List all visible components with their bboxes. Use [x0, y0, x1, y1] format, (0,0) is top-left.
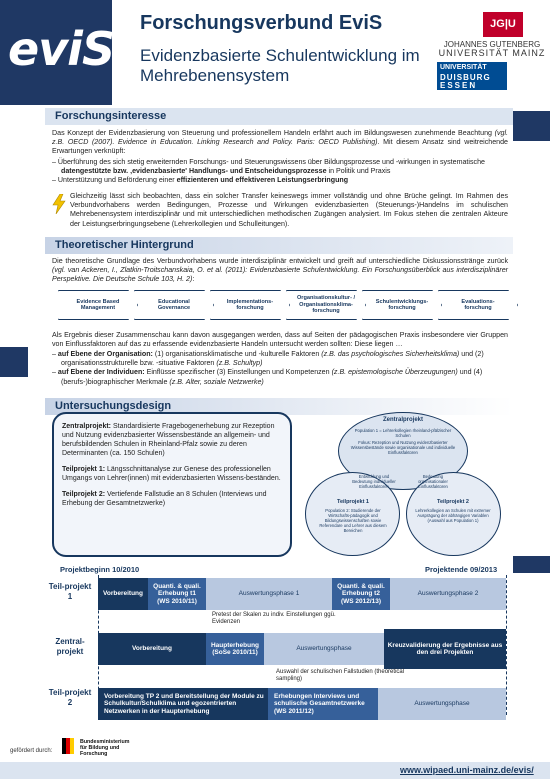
list-item: – Überführung des sich stetig erweiternden Forschungs- und Steuerungswissens über Bildungsprozesse und -wirkungen in systematische datengestützte bzw. ‚evidenzbasierte' Handlungs- und Entscheidungsprozesse in Politik und Praxis [52, 158, 485, 176]
org-cite2: (z.B. Schultyp) [216, 359, 263, 368]
list-item: – Unterstützung und Beförderung einer effizienteren und effektiveren Leistungserbringung [52, 176, 349, 185]
chevron-evidence-based-management: Evidence Based Management [76, 298, 120, 311]
jgu-name-line2: UNIVERSITÄT MAINZ [438, 48, 546, 58]
venn-tp2-text: Lehrerkollegien an Schulen mit extremer Ausprägung der abhängigen Variablen (Auswahl aus Population 1) [415, 508, 491, 523]
bullet1-b: datengestützte bzw. ‚evidenzbasierte' Handlungs- und Entscheidungsprozesse [61, 167, 327, 176]
chevron-educational-governance: Educational Governance [157, 298, 191, 311]
timeline-end-line [506, 575, 507, 715]
interesse-lightning-text: Gleichzeitig lässt sich beobachten, dass ein solcher Transfer keineswegs immer vollständig und ohne Brüche gelingt. Im Rahmen des Verbundvorhabens werden Bedingungen, Prozesse und Wirkungen evidenzbasierten (Steuerungs-)Handelns im schulischen Mehrebenensystem interdisziplinär und mit unterschiedlichen methodischen Zugängen analysiert. Im Fokus stehen die zentralen Akteure der Leistungserbringungsebene (Lehrerkollegien und Schulleitungen). [70, 192, 508, 228]
ind-b: und (4) (berufs-)biographischer Merkmale [61, 368, 483, 386]
zp-text: Standardisierte Fragebogenerhebung zur Rezeption und Nutzung evidenzbasierter Wissensbestände an allgemein- und berufsbildenden Schulen in Rheinland-Pfalz sowie zu deren Determinanten (ca. 150 Schulen) [62, 423, 275, 457]
venn-zentral-line2: Fokus: Rezeption und Nutzung evidenzbasierter Wissensbestände sowie organisationale und individuelle Einflussfaktoren [350, 440, 456, 455]
zp-kreuzvalidierung: Kreuzvalidierung der Ergebnisse aus den drei Projekten [384, 629, 506, 669]
design-teilprojekt1 [62, 465, 282, 483]
bullet1-c: in Politik und Praxis [326, 167, 391, 176]
hintergrund-text-b: : [192, 275, 195, 284]
page-title: Forschungsverbund EviS [140, 12, 383, 34]
design-description-box [52, 412, 292, 557]
list-item: – auf Ebene der Individuen: Einflüsse spezifischer (3) Einstellungen und Kompetenzen (z.B. epistemologische Überzeugungen) und (4) (berufs-)biographischer Merkmale (z.B. Alter, soziale Netzwerke) [52, 368, 483, 386]
note-auswahl: Auswahl der schulischen Fallstudien (theoretical sampling) [276, 669, 405, 682]
tp1-auswertung1: Auswertungsphase 1 [206, 578, 332, 610]
timeline-end: Projektende 09/2013 [425, 565, 498, 574]
logo-block [0, 0, 115, 105]
zp-haupterhebung: Haupterhebung (SoSe 2010/11) [206, 633, 264, 665]
list-item: – auf Ebene der Organisation: (1) organisationsklimatische und -kulturelle Faktoren (z.B. das psychologisches Sicherheitsklima) und (2) organisationsstrukturelle bzw. -situative Faktoren (z.B. Schultyp) [52, 350, 484, 368]
zp-label: Zentralprojekt: [62, 423, 112, 430]
note-pretest: Pretest der Skalen zu indiv. Einstellungen ggü. Evidenzen [212, 612, 336, 625]
einflussfaktoren-list [52, 350, 508, 387]
tp1-erhebung-t1: Quanti. & quali. Erhebung t1 (WS 2010/11) [148, 578, 206, 610]
funded-by-label: gefördert durch: [10, 748, 53, 754]
design-teilprojekt2 [62, 490, 282, 508]
tp1-auswertung2: Auswertungsphase 2 [390, 578, 506, 610]
tp1-vorbereitung: Vorbereitung [98, 578, 148, 610]
row-label-tp1: Teil-projekt 1 [48, 582, 92, 601]
tp1-erhebung-t2: Quanti. & quali. Erhebung t2 (WS 2012/13) [332, 578, 390, 610]
evis-logo: eviS [8, 22, 115, 76]
hintergrund-text [52, 257, 508, 285]
ind-cite2: (z.B. Alter, soziale Netzwerke) [169, 377, 264, 386]
bullet2-b: effizienteren und effektiveren Leistungserbringung [176, 176, 349, 185]
lightning-icon [52, 194, 66, 214]
venn-tp2-title: Teilprojekt 2 [437, 499, 469, 505]
bullet2-a: Unterstützung und Beförderung einer [57, 176, 177, 185]
interesse-intro [52, 129, 508, 157]
project-url-link[interactable]: www.wipaed.uni-mainz.de/evis/ [400, 765, 534, 775]
tp1-text: Längsschnittanalyse zur Genese des professionellen Umgangs von Lehrer(innen) mit evidenzbasierten Wissens-beständen. [62, 466, 281, 482]
side-bar-left [0, 347, 28, 377]
venn-diagram [300, 412, 505, 562]
venn-overlap-left: Entwicklung und Bedeutung individueller Einflussfaktoren [352, 474, 396, 489]
page-subtitle: Evidenzbasierte Schulentwicklung im Mehrebenensystem [140, 46, 420, 85]
section-heading-interesse: Forschungsinteresse [45, 108, 513, 125]
row-label-tp2: Teil-projekt 2 [48, 688, 92, 707]
ude-line1: UNIVERSITÄT [440, 64, 487, 71]
chevron-schulentwicklungsforschung: Schulentwicklungs-forschung [375, 298, 429, 311]
venn-tp1-title: Teilprojekt 1 [337, 499, 369, 505]
jgu-logo: JG|U [483, 12, 523, 37]
row-label-zentral: Zentral-projekt [55, 637, 85, 656]
hintergrund-cite: (vgl. van Ackeren, I., Zlatkin-Troitschanskaia, O. et al. (2011): Evidenzbasierte Schulentwicklung. Ein Forschungsüberblick aus interdisziplinärer Perspektive. Die Deutsche Schule 103, H. 2) [52, 266, 508, 284]
bullet1-a: Überführung des sich stetig erweiternden Forschungs- und Steuerungswissens über Bildungsprozesse und -wirkungen in systematische [57, 158, 485, 166]
tp2-vorbereitung: Vorbereitung TP 2 und Bereitstellung der Module zu Schulkultur/Schulklima und egozentrierten Netzwerken in der Haupterhebung [98, 688, 268, 720]
interesse-intro-cite: (vgl. z.B. OECD (2007). Evidence in Education. Linking Research and Policy. Paris: OECD Publishing) [52, 129, 508, 147]
interesse-intro-a: Das Konzept der Evidenzbasierung von Steuerung und professionellem Handeln erfährt auch im Bildungswesen zunehmende Beachtung [52, 129, 495, 137]
tp2-erhebung: Erhebungen Interviews und schulische Gesamtnetzwerke (WS 2011/12) [268, 688, 378, 720]
tp2-text: Vertiefende Fallstudie an 8 Schulen (Interviews und Erhebung der Gesamtnetzwerke) [62, 491, 267, 507]
timeline-start: Projektbeginn 10/2010 [60, 565, 140, 574]
org-cite1: (z.B. das psychologisches Sicherheitsklima) [321, 350, 460, 358]
tp2-label: Teilprojekt 2: [62, 491, 106, 498]
hintergrund-result: Als Ergebnis dieser Zusammenschau kann davon ausgegangen werden, dass auf Seiten der pädagogischen Praxis insbesondere vier Gruppen von Einflussfaktoren auf das zu erfassende evidenzbasierte Handeln untersucht werden sollten: Diese liegen … [52, 331, 508, 349]
jgu-name-line1: JOHANNES GUTENBERG [443, 40, 541, 49]
timeline-row-tp1 [98, 578, 506, 610]
section-heading-design: Untersuchungsdesign [45, 398, 513, 415]
tp1-label: Teilprojekt 1: [62, 466, 106, 473]
chevron-implementationsforschung: Implementations-forschung [226, 298, 274, 311]
org-label: auf Ebene der Organisation: [57, 350, 153, 358]
timeline-row-tp2 [98, 688, 506, 720]
org-b: und (2) organisationsstrukturelle bzw. -situative Faktoren [61, 350, 484, 368]
interesse-intro-b: . Mit diesem Ansatz sind weitreichende Erwartungen verknüpft: [52, 138, 508, 156]
zp-vorbereitung: Vorbereitung [98, 633, 206, 665]
ind-a: Einflüsse spezifischer (3) Einstellungen und Kompetenzen [144, 368, 332, 377]
timeline-row-zentral [98, 633, 506, 665]
side-bar-right [513, 111, 550, 141]
section-heading-hintergrund: Theoretischer Hintergrund [45, 237, 513, 254]
venn-zentral-line1: Population 1 = Lehrerkollegien rheinland-pfälzischer Schulen [354, 428, 452, 438]
ind-label: auf Ebene der Individuen: [57, 368, 145, 377]
eagle-icon [62, 738, 76, 754]
ministry-name: Bundesministerium für Bildung und Forschung [80, 739, 130, 758]
ude-logo [437, 62, 507, 90]
chevron-evaluationsforschung: Evaluations-forschung [461, 298, 495, 311]
side-bar-right-2 [513, 556, 550, 573]
ude-line3: ESSEN [440, 81, 478, 90]
ude-line2: DUISBURG [440, 73, 491, 82]
chevron-organisationskultur: Organisationskultur- / Organisationsklima-forschung [296, 295, 356, 315]
org-a: (1) organisationsklimatische und -kulturelle Faktoren [152, 350, 322, 358]
venn-zentral-title: Zentralprojekt [382, 417, 423, 423]
interesse-bullets [52, 158, 508, 186]
tp2-auswertung: Auswertungsphase [378, 688, 506, 720]
design-zentralprojekt [62, 422, 282, 458]
venn-overlap-right: Bedeutung organisationaler Einflussfaktoren [418, 474, 448, 489]
zp-auswertung: Auswertungsphase [264, 633, 384, 665]
venn-tp1-text: Population 2: Studierende der Wirtschafts-pädagogik und Bildungswissenschaften sowie Referendare und Lehrer aus diesem Bereichen [319, 508, 387, 533]
hintergrund-text-a: Die theoretische Grundlage des Verbundvorhabens wurde interdisziplinär entwickelt und greift auf unterschiedliche Diskussionsstränge zurück [52, 257, 508, 265]
ind-cite1: (z.B. epistemologische Überzeugungen) [331, 368, 458, 377]
